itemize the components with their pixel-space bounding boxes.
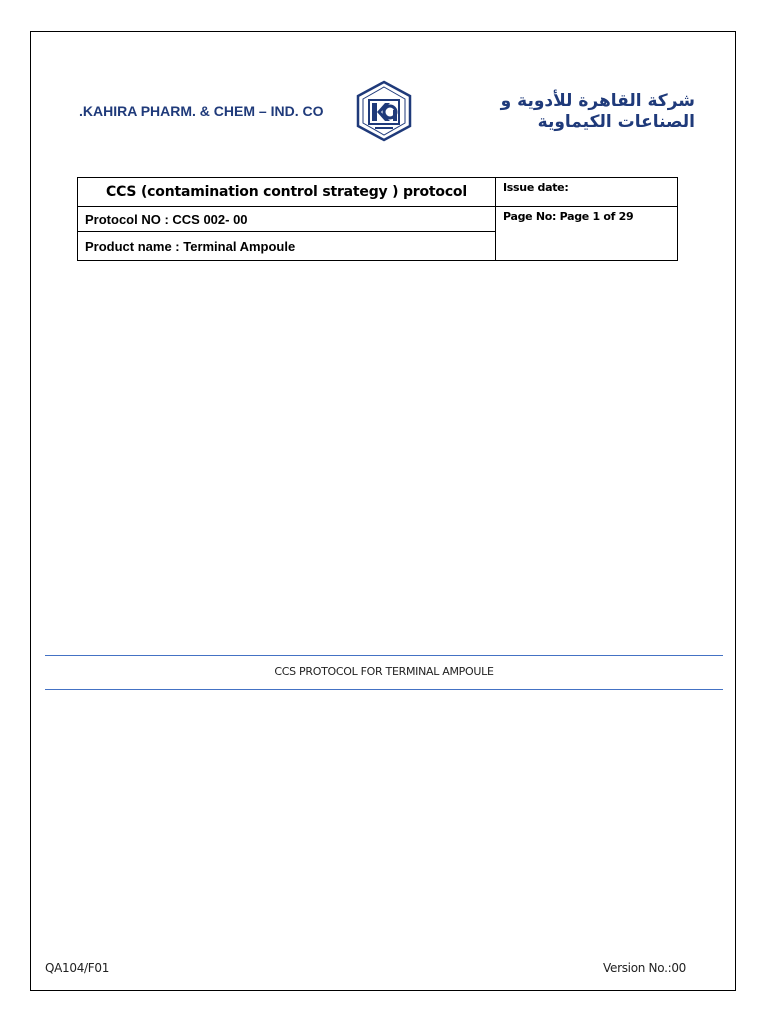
- kahira-logo-icon: [355, 80, 413, 142]
- table-row: [78, 178, 678, 207]
- document-header-table: [77, 177, 678, 261]
- issue-date-label: Issue date:: [496, 178, 678, 207]
- footer-title: CCS PROTOCOL FOR TERMINAL AMPOULE: [274, 665, 494, 678]
- company-name-arabic-line2: الصناعات الكيماوية: [537, 112, 695, 132]
- company-name-arabic-line1: شركة القاهرة للأدوية و: [500, 91, 695, 111]
- protocol-title: CCS (contamination control strategy ) protocol: [78, 178, 496, 207]
- footer-rule-top: [45, 655, 723, 656]
- company-name-english: .KAHIRA PHARM. & CHEM – IND. CO: [79, 103, 324, 119]
- table-row: [78, 207, 678, 232]
- product-name: Product name : Terminal Ampoule: [78, 232, 496, 261]
- page-border: [30, 31, 736, 991]
- form-code: QA104/F01: [45, 961, 110, 975]
- version-number: Version No.:00: [603, 961, 686, 975]
- footer-rule-bottom: [45, 689, 723, 690]
- protocol-number: Protocol NO : CCS 002- 00: [78, 207, 496, 232]
- page-number: Page No: Page 1 of 29: [496, 207, 678, 261]
- company-name-arabic: [501, 91, 695, 133]
